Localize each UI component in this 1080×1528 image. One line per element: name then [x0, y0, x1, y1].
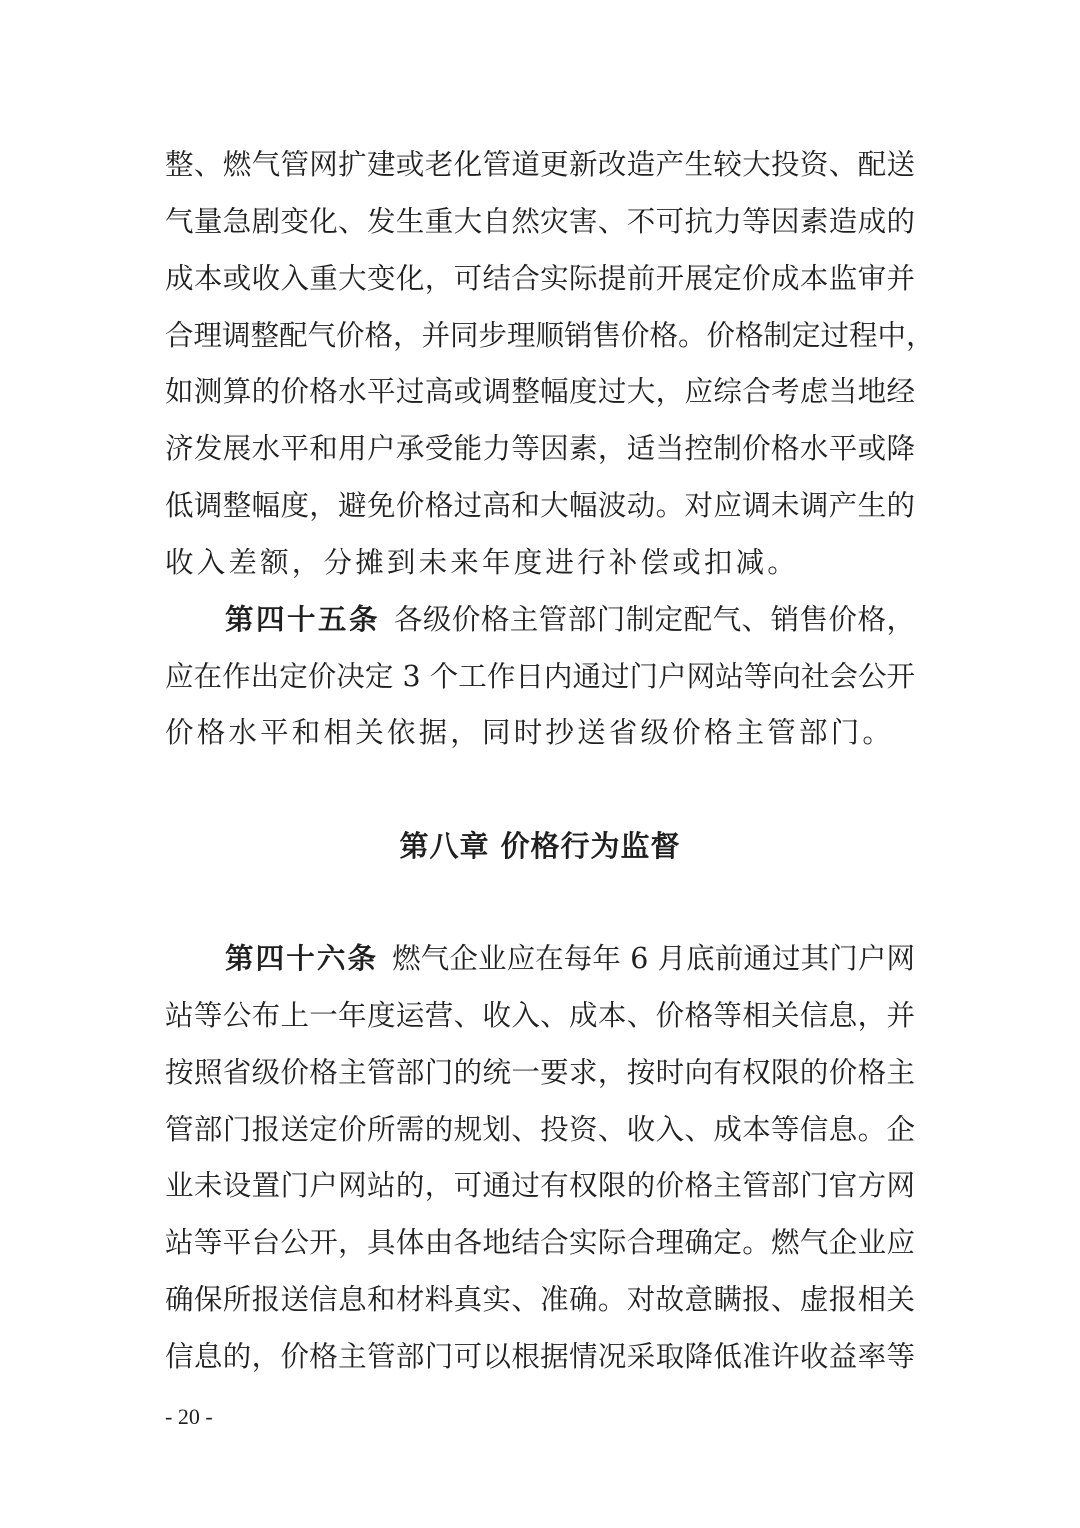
paragraph-line: 济发展水平和用户承受能力等因素，适当控制价格水平或降: [165, 432, 915, 465]
paragraph-line: 信息的，价格主管部门可以根据情况采取降低准许收益率等: [165, 1340, 915, 1373]
paragraph-line: 收入差额，分摊到未来年度进行补偿或扣减。: [165, 546, 800, 579]
paragraph-line: 整、燃气管网扩建或老化管道更新改造产生较大投资、配送: [165, 148, 915, 181]
article-45-label: 第四十五条: [225, 603, 380, 636]
paragraph-line: 确保所报送信息和材料真实、准确。对故意瞒报、虚报相关: [165, 1283, 915, 1316]
paragraph-line: 按照省级价格主管部门的统一要求，按时向有权限的价格主: [165, 1056, 915, 1089]
paragraph-line: 站等公布上一年度运营、收入、成本、价格等相关信息，并: [165, 999, 915, 1032]
page-number: - 20 -: [165, 1404, 213, 1429]
article-46-first-line: [225, 939, 915, 979]
article-46-label: 第四十六条: [225, 942, 379, 975]
paragraph-line: 如测算的价格水平过高或调整幅度过大，应综合考虑当地经: [165, 375, 915, 408]
article-45-first-line: [225, 600, 915, 640]
paragraph-line: 管部门报送定价所需的规划、投资、收入、成本等信息。企: [165, 1113, 915, 1146]
article-46-text: 燃气企业应在每年 6 月底前通过其门户网: [392, 942, 915, 975]
paragraph-line: 低调整幅度，避免价格过高和大幅波动。对应调未调产生的: [165, 489, 915, 522]
paragraph-line: 成本或收入重大变化，可结合实际提前开展定价成本监审并: [165, 262, 915, 295]
paragraph-line: 气量急剧变化、发生重大自然灾害、不可抗力等因素造成的: [165, 205, 915, 238]
paragraph-line: 应在作出定价决定 3 个工作日内通过门户网站等向社会公开: [165, 660, 915, 693]
paragraph-line: 价格水平和相关依据，同时抄送省级价格主管部门。: [165, 716, 895, 749]
paragraph-line: 站等平台公开，具体由各地结合实际合理确定。燃气企业应: [165, 1226, 915, 1259]
paragraph-line: 合理调整配气价格，并同步理顺销售价格。价格制定过程中，: [165, 319, 935, 352]
article-45-text: 各级价格主管部门制定配气、销售价格，: [393, 603, 915, 636]
chapter-title: 第八章 价格行为监督: [399, 829, 681, 863]
paragraph-line: 业未设置门户网站的，可通过有权限的价格主管部门官方网: [165, 1169, 915, 1202]
